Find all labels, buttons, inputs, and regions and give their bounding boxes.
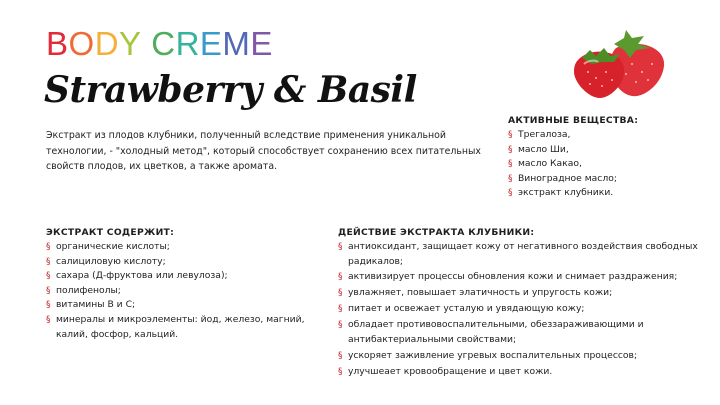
extract-action-section — [338, 226, 713, 380]
list-item: § витамины В и С; — [46, 298, 316, 313]
bullet-icon: § — [46, 300, 51, 311]
bullet-icon: § — [46, 242, 51, 252]
active-ingredients-section — [508, 114, 713, 201]
list-item: § салициловую кислоту; — [46, 255, 316, 270]
bullet-icon: § — [338, 320, 343, 331]
extract-action-list — [338, 240, 713, 379]
list-item: § ускоряет заживление угревых воспалительных процессов; — [338, 349, 713, 364]
brand-letter: B — [46, 25, 69, 62]
bullet-icon: § — [338, 366, 343, 377]
bullet-icon: § — [46, 271, 51, 282]
list-item: § органические кислоты; — [46, 240, 316, 255]
list-item: § обладает противовоспалительными, обеззараживающими и антибактериальными свойствами; — [338, 319, 644, 345]
bullet-icon: § — [338, 350, 343, 361]
brand-letter: E — [199, 25, 223, 62]
extract-action-heading: ДЕЙСТВИЕ ЭКСТРАКТА КЛУБНИКИ: — [338, 227, 535, 238]
extract-contains-list — [46, 240, 316, 342]
list-item: § сахара (Д-фруктова или левулоза); — [46, 269, 316, 284]
list-item: § Трегалоза, — [508, 128, 713, 143]
list-item: § полифенолы; — [46, 284, 316, 299]
brand-letter: M — [222, 25, 251, 62]
bullet-icon: § — [46, 256, 51, 267]
list-item: § питает и освежает усталую и увядающую кожу; — [338, 302, 713, 317]
list-item: § масло Какао, — [508, 157, 713, 172]
brand-title — [46, 24, 273, 64]
brand-letter: R — [175, 25, 200, 62]
brand-letter: C — [151, 25, 176, 62]
list-item: § антиоксидант, защищает кожу от негативного воздействия свободных радикалов; — [338, 241, 698, 267]
bullet-icon: § — [508, 130, 513, 140]
bullet-icon: § — [508, 144, 513, 155]
bullet-icon: § — [46, 285, 51, 296]
bullet-icon: § — [46, 314, 51, 325]
extract-contains-section — [46, 226, 316, 342]
product-name: Strawberry & Basil — [44, 69, 417, 111]
brand-letter — [142, 24, 152, 64]
brand-letter: O — [68, 25, 95, 62]
brand-letter: Y — [119, 25, 142, 62]
bullet-icon: § — [338, 242, 343, 252]
active-ingredients-heading: АКТИВНЫЕ ВЕЩЕСТВА: — [508, 115, 639, 126]
active-ingredients-list — [508, 128, 713, 201]
list-item: § активизирует процессы обновления кожи и снимает раздражения; — [338, 270, 713, 285]
list-item: § масло Ши, — [508, 143, 713, 158]
brand-letter: E — [250, 25, 273, 62]
list-item: § Виноградное масло; — [508, 172, 713, 187]
bullet-icon: § — [338, 304, 343, 315]
list-item: § экстракт клубники. — [508, 186, 713, 201]
list-item: § увлажняет, повышает элатичность и упругость кожи; — [338, 286, 713, 301]
list-item: § минералы и микроэлементы: йод, железо, магний, калий, фосфор, кальций. — [46, 313, 305, 340]
intro-paragraph: Экстракт из плодов клубники, полученный вследствие применения уникальной технологии, - "холодный метод", который способствует сохранению всех питательных свойств плодов, их цветков, а также аромата. — [46, 130, 481, 172]
bullet-icon: § — [508, 188, 513, 199]
brand-letter: D — [94, 25, 120, 62]
bullet-icon: § — [508, 159, 513, 170]
strawberry-image — [566, 28, 676, 100]
bullet-icon: § — [338, 272, 343, 283]
bullet-icon: § — [338, 288, 343, 299]
bullet-icon: § — [508, 173, 513, 184]
extract-contains-heading: ЭКСТРАКТ СОДЕРЖИТ: — [46, 227, 175, 238]
list-item: § улучшеает кровообращение и цвет кожи. — [338, 365, 713, 380]
